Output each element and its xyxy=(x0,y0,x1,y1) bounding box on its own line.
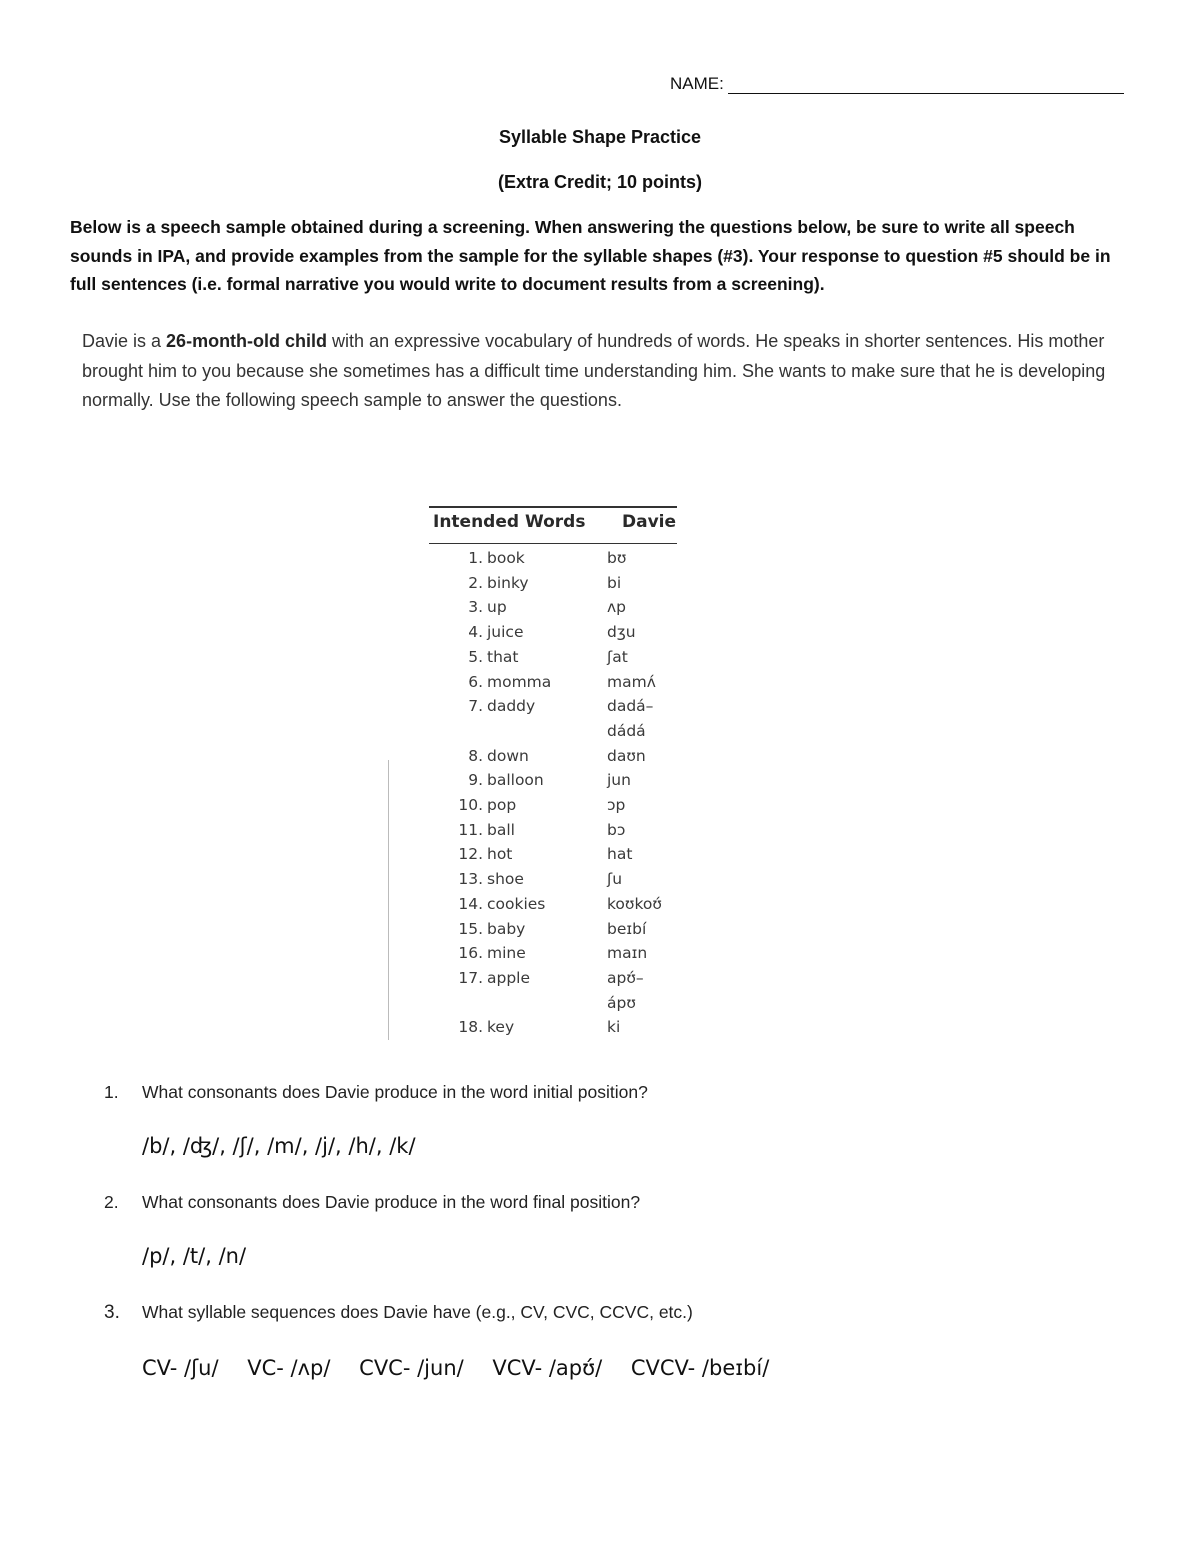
intended-word: that xyxy=(487,647,519,666)
table-row xyxy=(425,944,677,968)
instructions: Below is a speech sample obtained during a screening. When answering the questions below, be sure to write all speech sounds in IPA, and provide examples from the sample for the syllable shapes (#3). Your response to question #5 should be in full sentences (i.e. formal narrative you would write to document results from a screening). xyxy=(70,217,1111,294)
intended-word: daddy xyxy=(487,697,536,716)
question-2 xyxy=(104,1192,640,1213)
row-number: 3. xyxy=(468,598,483,617)
row-number: 13. xyxy=(458,870,483,889)
intended-word: momma xyxy=(487,672,552,691)
table-row xyxy=(425,549,677,573)
table-row xyxy=(425,771,677,795)
row-number: 17. xyxy=(458,968,483,987)
answer-3 xyxy=(142,1356,791,1380)
davie-production: mamʌ́ xyxy=(607,672,656,691)
davie-production: ʌp xyxy=(607,598,627,617)
table-row xyxy=(425,969,677,993)
row-number: 15. xyxy=(458,919,483,938)
intended-word: mine xyxy=(487,944,526,963)
table-row xyxy=(425,598,677,622)
table-row xyxy=(425,574,677,598)
row-number: 14. xyxy=(458,894,483,913)
question-text: What consonants does Davie produce in the word initial position? xyxy=(142,1082,648,1102)
row-number: 5. xyxy=(468,647,483,666)
intended-word: juice xyxy=(487,623,524,642)
row-number: 7. xyxy=(468,697,483,716)
davie-production: ʃat xyxy=(607,647,628,666)
question-text: What consonants does Davie produce in the word final position? xyxy=(142,1192,641,1212)
intended-word: pop xyxy=(487,796,517,814)
intro-bold: 26-month-old child xyxy=(166,331,328,351)
table-row xyxy=(425,994,677,1018)
row-number: 6. xyxy=(468,672,483,691)
row-number: 10. xyxy=(458,796,483,814)
table-row xyxy=(425,920,677,944)
question-number: 1. xyxy=(104,1082,119,1102)
table-row xyxy=(425,821,677,845)
intended-word: cookies xyxy=(487,894,546,913)
davie-production: bʊ xyxy=(607,549,627,567)
table-row xyxy=(425,845,677,869)
davie-production: jun xyxy=(607,771,631,790)
question-number: 2. xyxy=(104,1192,119,1212)
name-field xyxy=(670,74,1124,94)
case-intro xyxy=(82,327,1142,416)
table-row xyxy=(425,648,677,672)
answer-2: /p/, /t/, /n/ xyxy=(142,1244,247,1268)
table-row xyxy=(425,747,677,771)
davie-production: daʊn xyxy=(607,746,646,765)
syllable-example: VCV- /apʊ́/ xyxy=(492,1356,603,1380)
row-number: 9. xyxy=(468,771,483,790)
table-header-words: Intended Words xyxy=(433,512,586,532)
intended-word: hot xyxy=(487,845,513,864)
table-top-rule xyxy=(429,506,677,508)
davie-production: koʊkoʊ́ xyxy=(607,894,662,913)
table-row xyxy=(425,796,677,820)
davie-production: bi xyxy=(607,573,622,592)
table-row xyxy=(425,895,677,919)
intended-word: book xyxy=(487,549,525,567)
intended-word: binky xyxy=(487,573,529,592)
intro-text-2: with an expressive vocabulary of hundreds of words. He speaks in shorter sentences. His mother brought him to you because she sometimes has a difficult time understanding him. She wants to make sure that he is developing normally. Use the following speech sample to answer the questions. xyxy=(82,331,1106,410)
davie-production: bɔ xyxy=(607,820,626,839)
row-number: 18. xyxy=(458,1018,483,1037)
davie-production: hat xyxy=(607,845,633,864)
davie-production: ki xyxy=(607,1018,621,1037)
row-number: 11. xyxy=(458,820,483,839)
table-row xyxy=(425,623,677,647)
page-subtitle: (Extra Credit; 10 points) xyxy=(497,172,703,192)
table-row xyxy=(425,673,677,697)
davie-production: apʊ́– xyxy=(607,968,644,987)
davie-production: dʒu xyxy=(607,623,636,642)
davie-production: beɪbí xyxy=(607,919,647,938)
intended-word: ball xyxy=(487,820,515,839)
intended-word: baby xyxy=(487,919,526,938)
table-row xyxy=(425,722,677,746)
davie-production: maɪn xyxy=(607,944,648,963)
syllable-example: VC- /ʌp/ xyxy=(247,1356,331,1380)
question-3 xyxy=(104,1302,693,1324)
table-row xyxy=(425,697,677,721)
row-number: 1. xyxy=(468,549,483,567)
davie-production: dadá– xyxy=(607,697,654,716)
table-header-davie: Davie xyxy=(622,512,677,532)
table-row xyxy=(425,1018,677,1042)
davie-production: dádá xyxy=(607,721,646,740)
intended-word: shoe xyxy=(487,870,524,889)
page-title: Syllable Shape Practice xyxy=(498,127,702,147)
question-text: What syllable sequences does Davie have (e.g., CV, CVC, CCVC, etc.) xyxy=(142,1302,693,1322)
row-number: 12. xyxy=(458,845,483,864)
answer-1: /b/, /ʤ/, /ʃ/, /m/, /j/, /h/, /k/ xyxy=(142,1134,416,1158)
row-number: 2. xyxy=(468,573,483,592)
intended-word: apple xyxy=(487,968,531,987)
question-1 xyxy=(104,1082,648,1103)
row-number: 4. xyxy=(468,623,483,642)
table-row xyxy=(425,870,677,894)
intended-word: balloon xyxy=(487,771,544,790)
davie-production: ʃu xyxy=(607,870,623,889)
intro-text-1: Davie is a xyxy=(82,331,167,351)
syllable-example: CV- /ʃu/ xyxy=(142,1356,219,1380)
table-header-rule xyxy=(429,543,677,544)
name-blank-line xyxy=(728,77,1124,94)
scan-artifact-line xyxy=(388,760,389,1040)
question-number: 3. xyxy=(104,1302,120,1323)
davie-production: ápʊ xyxy=(607,993,636,1012)
name-label: NAME: xyxy=(670,74,724,93)
row-number: 16. xyxy=(458,944,483,963)
intended-word: key xyxy=(487,1018,515,1037)
row-number: 8. xyxy=(468,746,483,765)
syllable-example: CVCV- /beɪbí/ xyxy=(630,1356,770,1380)
intended-word: down xyxy=(487,746,529,765)
syllable-example: CVC- /jun/ xyxy=(359,1356,464,1380)
davie-production: ɔp xyxy=(607,796,626,814)
intended-word: up xyxy=(487,598,507,617)
